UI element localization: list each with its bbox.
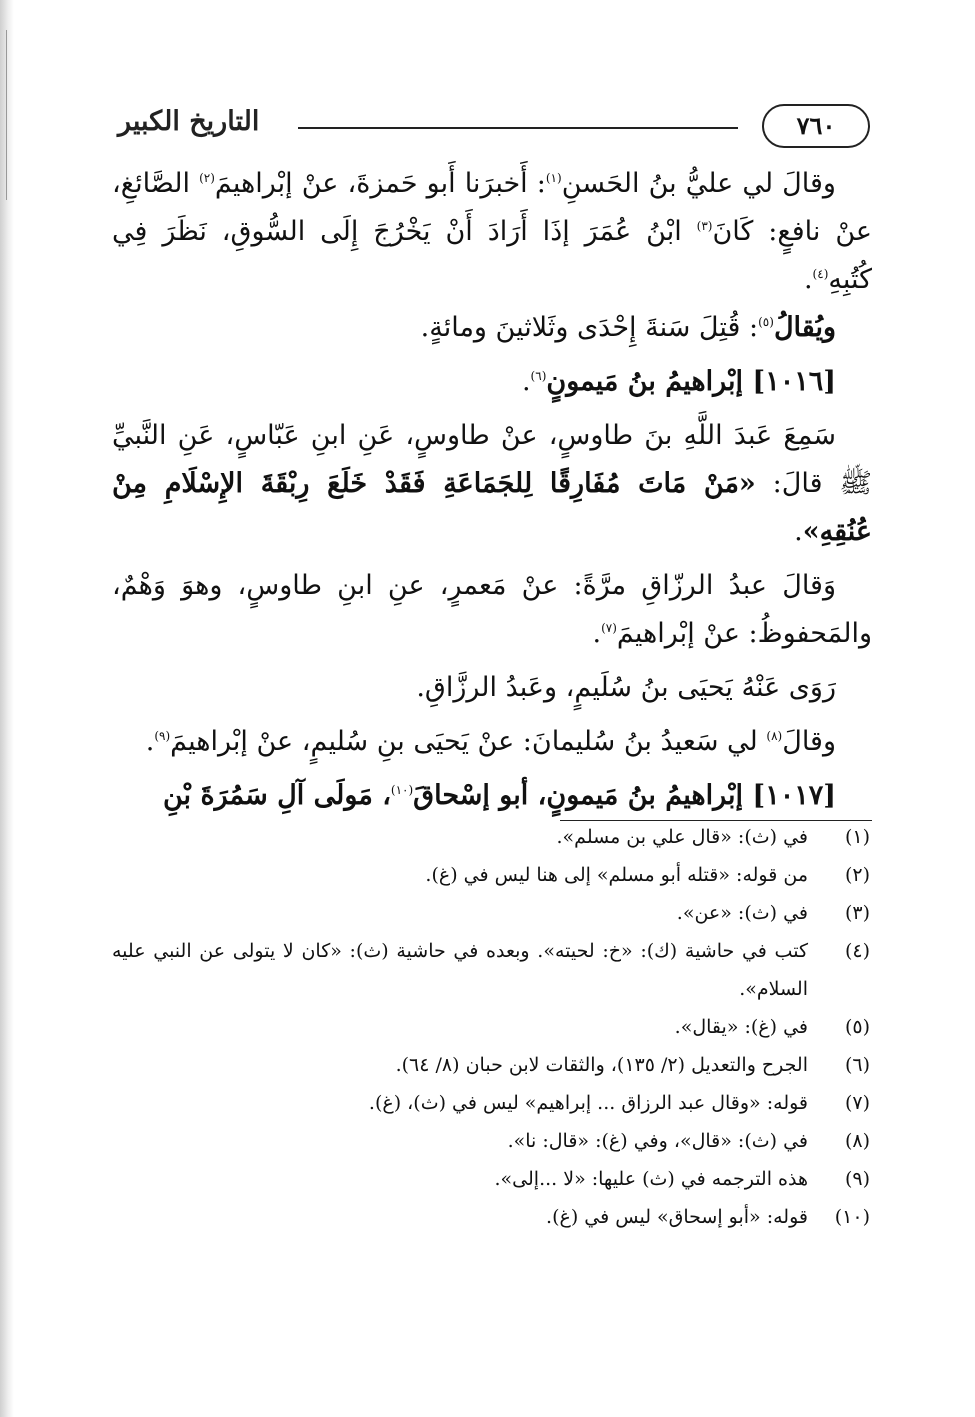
hadith-text: «مَنْ مَاتَ مُفَارِقًا لِلجَمَاعَةِ فَقَدْ خَلَعَ رِبْقَةَ الإِسْلَامِ مِنْ عُنُقِهِ» [112, 468, 872, 547]
footnote-ref-2[interactable]: (٢) [199, 171, 215, 185]
header-rule [298, 127, 738, 129]
paragraph-3: سَمِعَ عَبدَ اللَّهِ بنَ طاوسٍ، عنْ طاوسٍ، عَنِ ابنِ عَبّاسٍ، عَنِ النَّبيِّ ﷺ قالَ: «مَنْ مَاتَ مُفَارِقًا لِلجَمَاعَةِ فَقَدْ خَلَعَ رِبْقَةَ الإِسْلَامِ مِنْ عُنُقِهِ». [112, 420, 872, 547]
running-title: التاريخ الكبير [118, 106, 260, 137]
footnote-4: (٤) كتب في حاشية (ك): «خ: لحيته». وبعده في حاشية (ث): «كان لا يتولى عن النبي عليه السلام». [112, 940, 870, 1000]
footnote-ref-9[interactable]: (٩) [154, 729, 171, 743]
entry-1016-heading: [١٠١٦] إبْراهيمُ بنُ مَيمونٍ$^{(٦)}$. [521, 366, 836, 397]
footnote-ref-10[interactable]: (١٠) [390, 783, 414, 797]
main-text [112, 160, 872, 820]
paragraph-5: رَوَى عَنْهُ يَحيَى بنُ سُلَيمٍ، وعَبدُ الرزَّاقِ. [416, 672, 836, 703]
footnote-8: (٨) في (ث): «قال»، وفي (غ): «قال: نا». [507, 1130, 870, 1152]
footnote-ref-3[interactable]: (٣) [696, 219, 713, 233]
footnote-1: (١) في (ث): «قال علي بن مسلم». [556, 826, 870, 848]
footnote-ref-8[interactable]: (٨) [766, 729, 783, 743]
footnote-2: (٢) من قوله: «قتله أبو مسلم» إلى هنا ليس في (غ). [425, 864, 870, 886]
footnotes [112, 818, 870, 1236]
footnote-6: (٦) الجرح والتعديل (٢/ ١٣٥)، والثقات لابن حبان (٨/ ٦٤). [395, 1054, 870, 1076]
footnote-ref-4[interactable]: (٤) [812, 267, 829, 281]
footnote-7: (٧) قوله: «وقال عبد الرزاق ... إبراهيم» ليس في (ث)، (غ). [368, 1092, 870, 1114]
entry-1017-heading: [١٠١٧] إبْراهيمُ بنُ مَيمونٍ، أبو إسْحاقَ$^{(١٠)}$، مَولَى آلِ سَمُرَةَ بْنِ [162, 780, 836, 811]
paragraph-2: ويُقالُ$^{(٥)}$: قُتِلَ سَنةَ إِحْدَى وثَلاثينَ ومائةٍ. [420, 312, 836, 343]
paragraph-4: وَقالَ عبدُ الرزّاقِ مرَّةً: عنْ مَعمرٍ، عنِ ابنِ طاوسٍ، وهوَ وَهْمٌ، والمَحفوظُ: عنْ إبْراهيمَ$^{(٧)}$. [112, 570, 872, 649]
footnote-ref-6[interactable]: (٦) [530, 369, 547, 383]
footnote-ref-7[interactable]: (٧) [601, 621, 617, 635]
page-number: ٧٦٠ [762, 104, 870, 148]
footnote-ref-1[interactable]: (١) [545, 171, 562, 185]
scan-artifact-line [6, 30, 7, 200]
footnote-10: (١٠) قوله: «أبو إسحاق» ليس في (غ). [546, 1206, 870, 1228]
footnote-ref-5[interactable]: (٥) [758, 315, 774, 329]
footnote-5: (٥) في (غ): «يقال». [674, 1016, 870, 1038]
footnote-3: (٣) في (ث): «عن». [676, 902, 870, 924]
footnote-9: (٩) هذه الترجمه في (ث) عليها: «لا ...إلى». [494, 1168, 870, 1190]
page-header [118, 100, 870, 148]
paragraph-6: وقالَ$^{(٨)}$ لي سَعيدُ بنُ سُليمانَ: عنْ يَحيَى بنِ سُليمٍ، عنْ إبْراهيمَ$^{(٩)}$. [145, 726, 836, 757]
scan-edge-shadow [0, 0, 14, 1417]
paragraph-1: وقالَ لي عليُّ بنُ الحَسنِ$^{(١)}$: أَخبرَنا أَبو حَمزةَ، عنْ إبْراهيمَ$^{(٢)}$ الصَّائغِ، عنْ نافعٍ: كَانَ$^{(٣)}$ ابْنُ عُمَرَ إذَا أَرَادَ أَنْ يَخْرُجَ إِلَى السُّوقِ، نَظَرَ فِي كُتُبِهِ$^{(٤)}$. [112, 168, 872, 295]
